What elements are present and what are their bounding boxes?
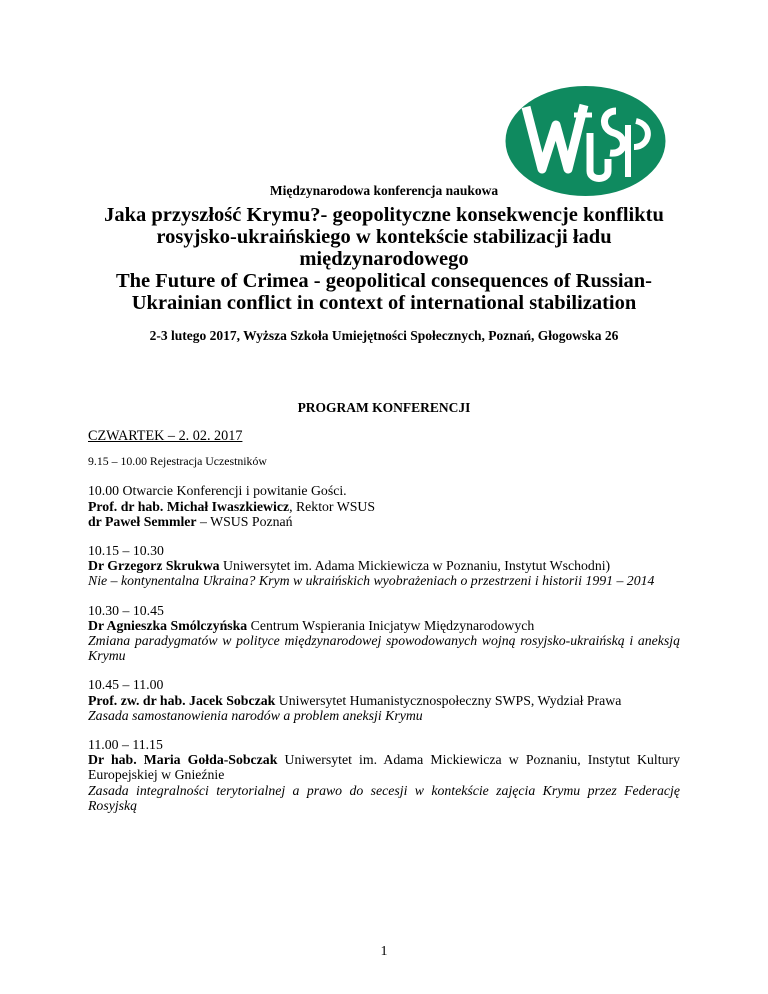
opening-line: 10.00 Otwarcie Konferencji i powitanie Gości. xyxy=(88,483,347,499)
session-speaker-line xyxy=(88,558,680,573)
session-speaker: Prof. zw. dr hab. Jacek Sobczak xyxy=(88,692,276,708)
program-heading: PROGRAM KONFERENCJI xyxy=(297,400,471,415)
session-block xyxy=(88,603,680,664)
session-time: 10.15 – 10.30 xyxy=(88,543,164,559)
opening-person xyxy=(88,514,680,529)
person-name: dr Paweł Semmler xyxy=(88,513,197,529)
person-name: Prof. dr hab. Michał Iwaszkiewicz xyxy=(88,498,290,514)
session-affiliation: Centrum Wspierania Inicjatyw Międzynarodowych xyxy=(247,617,535,633)
wsus-logo xyxy=(504,85,667,197)
session-affiliation: Uniwersytet Humanistycznospołeczny SWPS, Wydział Prawa xyxy=(275,692,622,708)
conference-subtitle: Międzynarodowa konferencja naukowa xyxy=(269,183,499,198)
session-block xyxy=(88,543,680,589)
title-english: The Future of Crimea - geopolitical consequences of Russian-Ukrainian conflict in context of international stabilization xyxy=(115,270,652,314)
session-time: 11.00 – 11.15 xyxy=(88,737,163,753)
page-number: 1 xyxy=(380,944,388,959)
day-heading: CZWARTEK – 2. 02. 2017 xyxy=(88,428,243,444)
session-speaker-line xyxy=(88,693,680,708)
session-speaker: Dr hab. Maria Gołda-Sobczak xyxy=(88,752,278,768)
session-topic: Zasada samostanowienia narodów a problem aneksji Krymu xyxy=(88,707,423,723)
session-speaker-line xyxy=(88,752,680,782)
opening-person xyxy=(88,499,680,514)
program-content xyxy=(88,429,680,813)
session-topic: Zmiana paradygmatów w polityce międzynarodowej spowodowanych wojną rosyjsko-ukraińską i aneksją Krymu xyxy=(88,633,680,664)
person-role: , Rektor WSUS xyxy=(289,498,376,514)
conference-title xyxy=(80,204,688,314)
date-location: 2-3 lutego 2017, Wyższa Szkoła Umiejętności Społecznych, Poznań, Głogowska 26 xyxy=(149,328,619,343)
registration-line: 9.15 – 10.00 Rejestracja Uczestników xyxy=(88,454,267,469)
session-speaker-line xyxy=(88,618,680,633)
opening-block xyxy=(88,483,680,529)
session-topic: Zasada integralności terytorialnej a prawo do secesji w kontekście zajęcia Krymu przez Federację Rosyjską xyxy=(88,782,680,813)
session-affiliation: Uniwersytet im. Adama Mickiewicza w Poznaniu, Instytut Wschodni) xyxy=(219,558,611,574)
title-polish: Jaka przyszłość Krymu?- geopolityczne konsekwencje konfliktu rosyjsko-ukraińskiego w kontekście stabilizacji ładu międzynarodowego xyxy=(104,204,664,270)
session-topic: Nie – kontynentalna Ukraina? Krym w ukraińskich wyobrażeniach o przestrzeni i historii 1991 – 2014 xyxy=(88,573,655,589)
session-affiliation: Uniwersytet im. Adama Mickiewicza w Poznaniu, Instytut Kultury Europejskiej w Gnieźnie xyxy=(88,752,680,783)
session-speaker: Dr Grzegorz Skrukwa xyxy=(88,558,220,574)
session-speaker: Dr Agnieszka Smólczyńska xyxy=(88,617,248,633)
session-block xyxy=(88,737,680,813)
person-role: – WSUS Poznań xyxy=(196,513,293,529)
session-time: 10.30 – 10.45 xyxy=(88,602,164,618)
session-time: 10.45 – 11.00 xyxy=(88,677,164,693)
session-block xyxy=(88,677,680,723)
